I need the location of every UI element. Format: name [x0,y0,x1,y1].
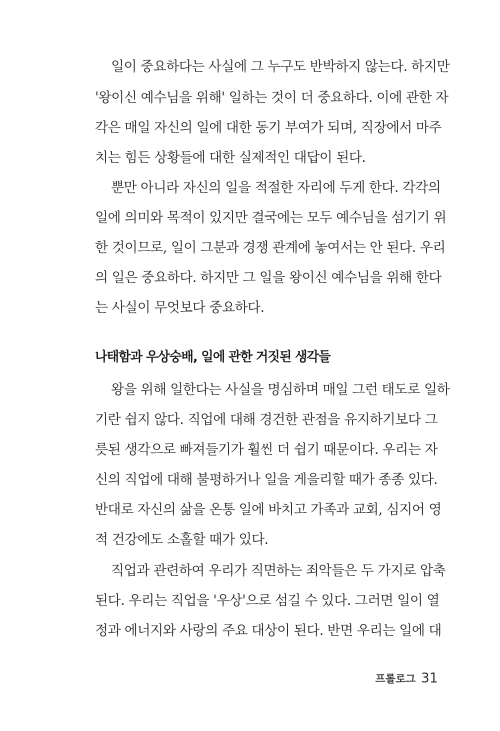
body-text-line: 직업과 관련하여 우리가 직면하는 죄악들은 두 가지로 압축 [111,563,446,579]
body-text-line: 의 일은 중요하다. 하지만 그 일을 왕이신 예수님을 위해 한다 [95,270,442,286]
body-text-line: 기란 쉽지 않다. 직업에 대해 경건한 관점을 유지하기보다 그 [95,412,438,428]
body-text-line: 적 건강에도 소홀할 때가 있다. [95,532,269,548]
body-text-line: 릇된 생각으로 빠져들기가 훨씬 더 쉽기 때문이다. 우리는 자 [95,442,438,458]
body-text-line: 일에 의미와 목적이 있지만 결국에는 모두 예수님을 섬기기 위 [95,210,447,226]
body-text-line: 각은 매일 자신의 일에 대한 동기 부여가 되며, 직장에서 마주 [95,120,442,136]
body-text-line: 반대로 자신의 삶을 온통 일에 바치고 가족과 교회, 심지어 영 [95,502,442,518]
body-text-line: 왕을 위해 일한다는 사실을 명심하며 매일 그런 태도로 일하 [111,382,450,398]
running-footer-label: 프롤로그 [375,673,416,685]
body-text-line: 치는 힘든 상황들에 대한 실제적인 대답이 된다. [95,150,366,166]
body-text-line: '왕이신 예수님을 위해' 일하는 것이 더 중요하다. 이에 관한 자 [95,90,449,106]
body-text-line: 일이 중요하다는 사실에 그 누구도 반박하지 않는다. 하지만 [111,59,450,75]
page-number: 31 [420,670,438,687]
section-heading: 나태함과 우상숭배, 일에 관한 거짓된 생각들 [95,350,331,365]
body-text-line: 는 사실이 무엇보다 중요하다. [95,300,265,316]
body-text-line: 한 것이므로, 일이 그분과 경쟁 관계에 놓여서는 안 된다. 우리 [95,240,446,256]
body-text-line: 뿐만 아니라 자신의 일을 적절한 자리에 두게 한다. 각각의 [111,180,441,196]
page-footer [360,668,438,687]
body-text-line: 정과 에너지와 사랑의 주요 대상이 된다. 반면 우리는 일에 대 [95,623,442,639]
body-text-line: 된다. 우리는 직업을 '우상'으로 섬길 수 있다. 그러면 일이 열 [95,593,440,609]
body-text-line: 신의 직업에 대해 불평하거나 일을 게을리할 때가 종종 있다. [95,472,438,488]
